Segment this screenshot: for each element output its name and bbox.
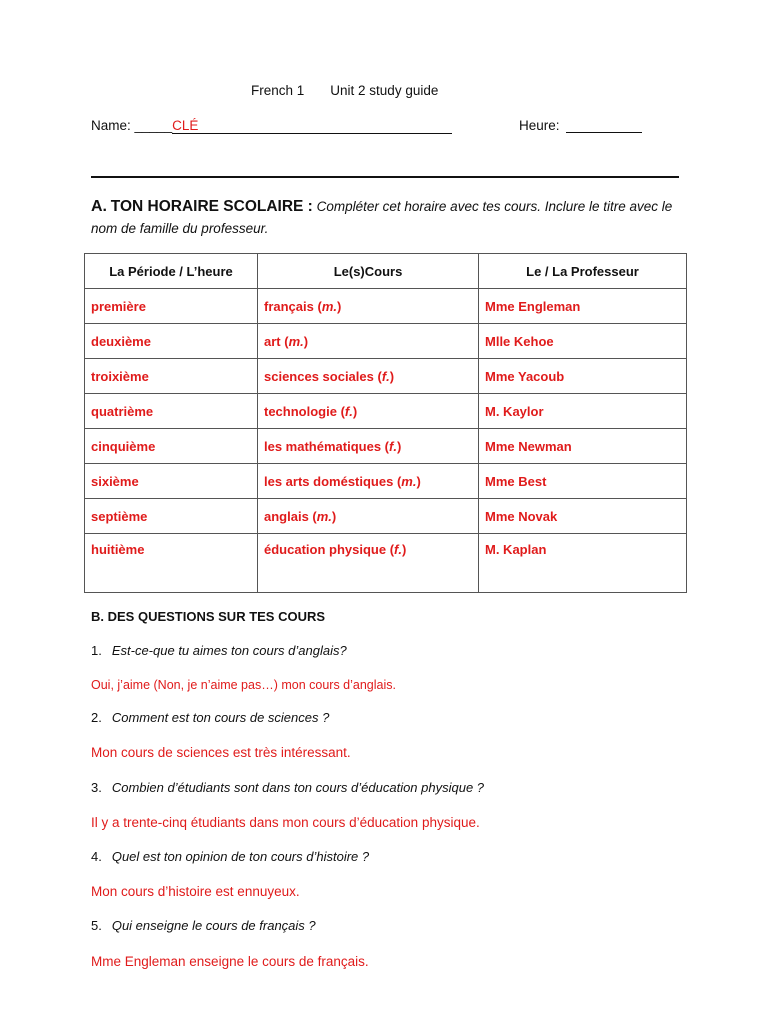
teacher-cell: M. Kaylor <box>479 394 687 429</box>
name-row <box>91 118 452 134</box>
course-cell: anglais (m.) <box>258 499 479 534</box>
teacher-cell: M. Kaplan <box>479 534 687 593</box>
period-cell: cinquième <box>85 429 258 464</box>
section-b-heading: B. DES QUESTIONS SUR TES COURS <box>91 609 326 624</box>
teacher-cell: Mme Engleman <box>479 289 687 324</box>
teacher-cell: Mme Newman <box>479 429 687 464</box>
period-cell: huitième <box>85 534 258 593</box>
course-text: anglais <box>264 508 309 524</box>
course-cell: sciences sociales (f.) <box>258 359 479 394</box>
question-number: 5. <box>91 918 102 933</box>
period-cell: première <box>85 289 258 324</box>
course-cell: les arts doméstiques (m.) <box>258 464 479 499</box>
table-row <box>85 464 687 499</box>
column-header: Le / La Professeur <box>479 254 687 289</box>
course-cell: français (m.) <box>258 289 479 324</box>
teacher-cell: Mme Yacoub <box>479 359 687 394</box>
gender-text: m. <box>321 298 337 314</box>
question-text: Est-ce-que tu aimes ton cours d’anglais? <box>111 643 347 658</box>
teacher-cell: Mme Best <box>479 464 687 499</box>
question-number: 4. <box>91 849 102 864</box>
question-text: Combien d’étudiants sont dans ton cours d’éducation physique ? <box>111 780 485 795</box>
question-text: Quel est ton opinion de ton cours d’histoire ? <box>111 849 370 864</box>
question-number: 1. <box>91 643 102 658</box>
column-header: La Période / L’heure <box>85 254 258 289</box>
gender-text: f. <box>394 542 402 557</box>
course-cell: technologie (f.) <box>258 394 479 429</box>
table-row <box>85 499 687 534</box>
course-cell: éducation physique (f.) <box>258 534 479 593</box>
section-a-heading <box>91 196 691 240</box>
guide-title: Unit 2 study guide <box>330 83 439 98</box>
question <box>91 710 329 725</box>
name-label: Name: <box>91 118 131 133</box>
teacher-cell: Mme Novak <box>479 499 687 534</box>
schedule-table <box>84 253 687 593</box>
answer: Mon cours de sciences est très intéressant. <box>91 745 351 760</box>
period-cell: sixième <box>85 464 258 499</box>
heure-field <box>566 118 642 133</box>
section-a-instructions: Compléter cet horaire avec tes cours. Inclure le titre avec le nom de famille du professeur. <box>91 199 673 236</box>
answer: Il y a trente-cinq étudiants dans mon cours d’éducation physique. <box>91 815 480 830</box>
course-text: éducation physique <box>264 542 387 557</box>
heure-label: Heure: <box>519 118 560 133</box>
course-text: les mathématiques <box>264 438 382 454</box>
period-cell: quatrième <box>85 394 258 429</box>
divider <box>91 176 679 178</box>
column-header: Le(s)Cours <box>258 254 479 289</box>
table-row <box>85 429 687 464</box>
course-name: French 1 <box>251 83 305 98</box>
table-row <box>85 324 687 359</box>
answer: Mme Engleman enseigne le cours de français. <box>91 954 369 969</box>
question-text: Comment est ton cours de sciences ? <box>111 710 330 725</box>
table-row <box>85 534 687 593</box>
question-number: 2. <box>91 710 102 725</box>
course-text: français <box>264 298 314 314</box>
course-cell: les mathématiques (f.) <box>258 429 479 464</box>
question <box>91 643 347 658</box>
answer: Oui, j’aime (Non, je n’aime pas…) mon cours d’anglais. <box>91 678 396 692</box>
course-text: les arts doméstiques <box>264 473 394 489</box>
table-header-row <box>85 254 687 289</box>
question-text: Qui enseigne le cours de français ? <box>111 918 316 933</box>
gender-text: m. <box>401 473 417 489</box>
course-text: art <box>264 333 281 349</box>
heure-row <box>519 118 642 133</box>
course-text: sciences sociales <box>264 368 374 384</box>
question <box>91 849 369 864</box>
gender-text: m. <box>316 508 332 524</box>
section-a-title: TON HORAIRE SCOLAIRE : <box>110 198 313 215</box>
table-row <box>85 289 687 324</box>
question <box>91 918 316 933</box>
name-field <box>172 118 452 134</box>
gender-text: f. <box>381 368 390 384</box>
table-row <box>85 359 687 394</box>
question <box>91 780 484 795</box>
gender-text: f. <box>389 438 397 454</box>
course-text: technologie <box>264 403 337 419</box>
answer: Mon cours d’histoire est ennuyeux. <box>91 884 300 899</box>
course-cell: art (m.) <box>258 324 479 359</box>
name-blank: _____ <box>134 118 173 133</box>
gender-text: m. <box>288 333 304 349</box>
section-a-letter: A. <box>91 198 107 215</box>
document-title <box>251 83 438 98</box>
period-cell: septième <box>85 499 258 534</box>
period-cell: troixième <box>85 359 258 394</box>
table-row <box>85 394 687 429</box>
gender-text: f. <box>344 403 353 419</box>
teacher-cell: Mlle Kehoe <box>479 324 687 359</box>
name-value: CLÉ <box>172 118 199 133</box>
question-number: 3. <box>91 780 102 795</box>
period-cell: deuxième <box>85 324 258 359</box>
